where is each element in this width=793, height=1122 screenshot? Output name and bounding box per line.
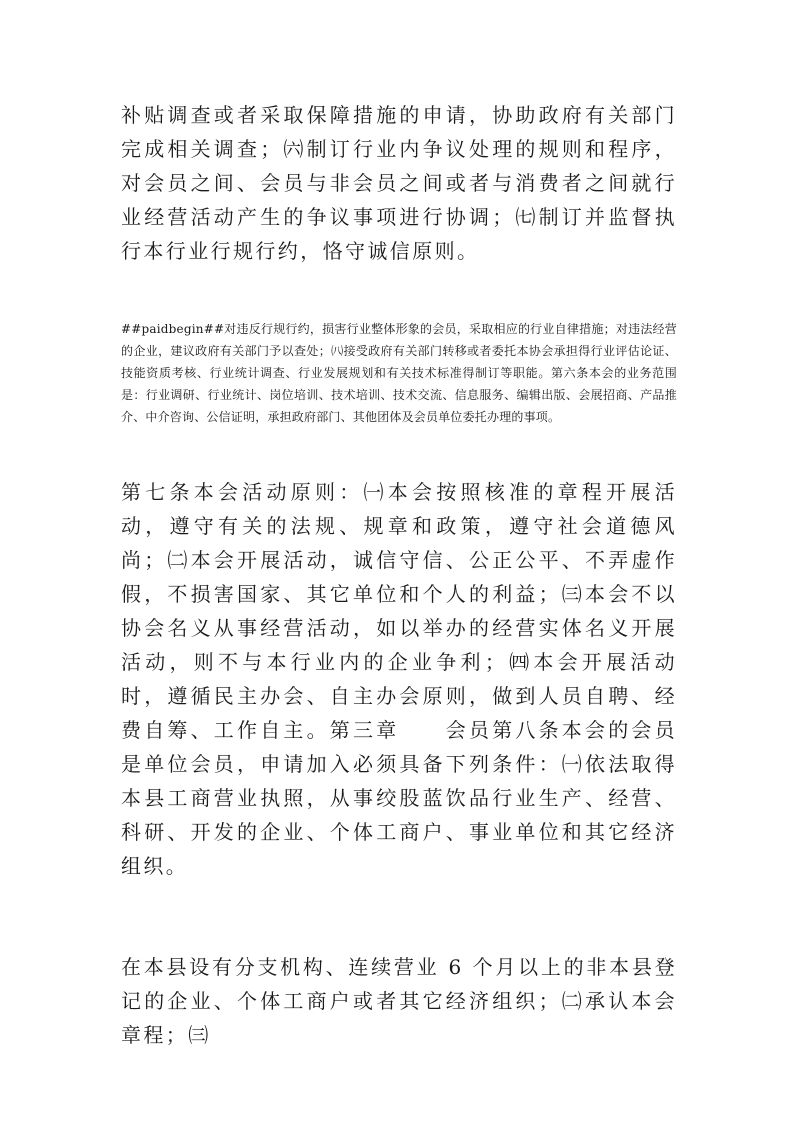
- body-paragraph: 补贴调查或者采取保障措施的申请，协助政府有关部门完成相关调查；㈥制订行业内争议处理的规则和程序，对会员之间、会员与非会员之间或者与消费者之间就行业经营活动产生的争议事项进行协调；㈦制订并监督执行本行业行规行约，恪守诚信原则。: [121, 103, 677, 263]
- body-paragraph: 在本县设有分支机构、连续营业 6 个月以上的非本县登记的企业、个体工商户或者其它经济组织；㈡承认本会章程；㈢: [121, 955, 677, 1047]
- body-paragraph: 第七条本会活动原则：㈠本会按照核准的章程开展活动，遵守有关的法规、规章和政策，遵守社会道德风尚；㈡本会开展活动，诚信守信、公正公平、不弄虚作假，不损害国家、其它单位和个人的利益；㈢本会不以协会名义从事经营活动，如以举办的经营实体名义开展活动，则不与本行业内的企业争利；㈣本会开展活动时，遵循民主办会、自主办会原则，做到人员自聘、经费自筹、工作自主。第三章 会员第八条本会的会员是单位会员，申请加入必须具备下列条件：㈠依法取得本县工商营业执照，从事绞股蓝饮品行业生产、经营、科研、开发的企业、个体工商户、事业单位和其它经济组织。: [121, 480, 677, 878]
- body-paragraph-small: ##paidbegin##对违反行规行约，损害行业整体形象的会员，采取相应的行业自律措施；对违法经营的企业，建议政府有关部门予以查处；㈧接受政府有关部门转移或者委托本协会承担得行业评估论证、技能资质考核、行业统计调查、行业发展规划和有关技术标准得制订等职能。第六条本会的业务范围是：行业调研、行业统计、岗位培训、技术培训、技术交流、信息服务、编辑出版、会展招商、产品推介、中介咨询、公信证明，承担政府部门、其他团体及会员单位委托办理的事项。: [121, 322, 677, 424]
